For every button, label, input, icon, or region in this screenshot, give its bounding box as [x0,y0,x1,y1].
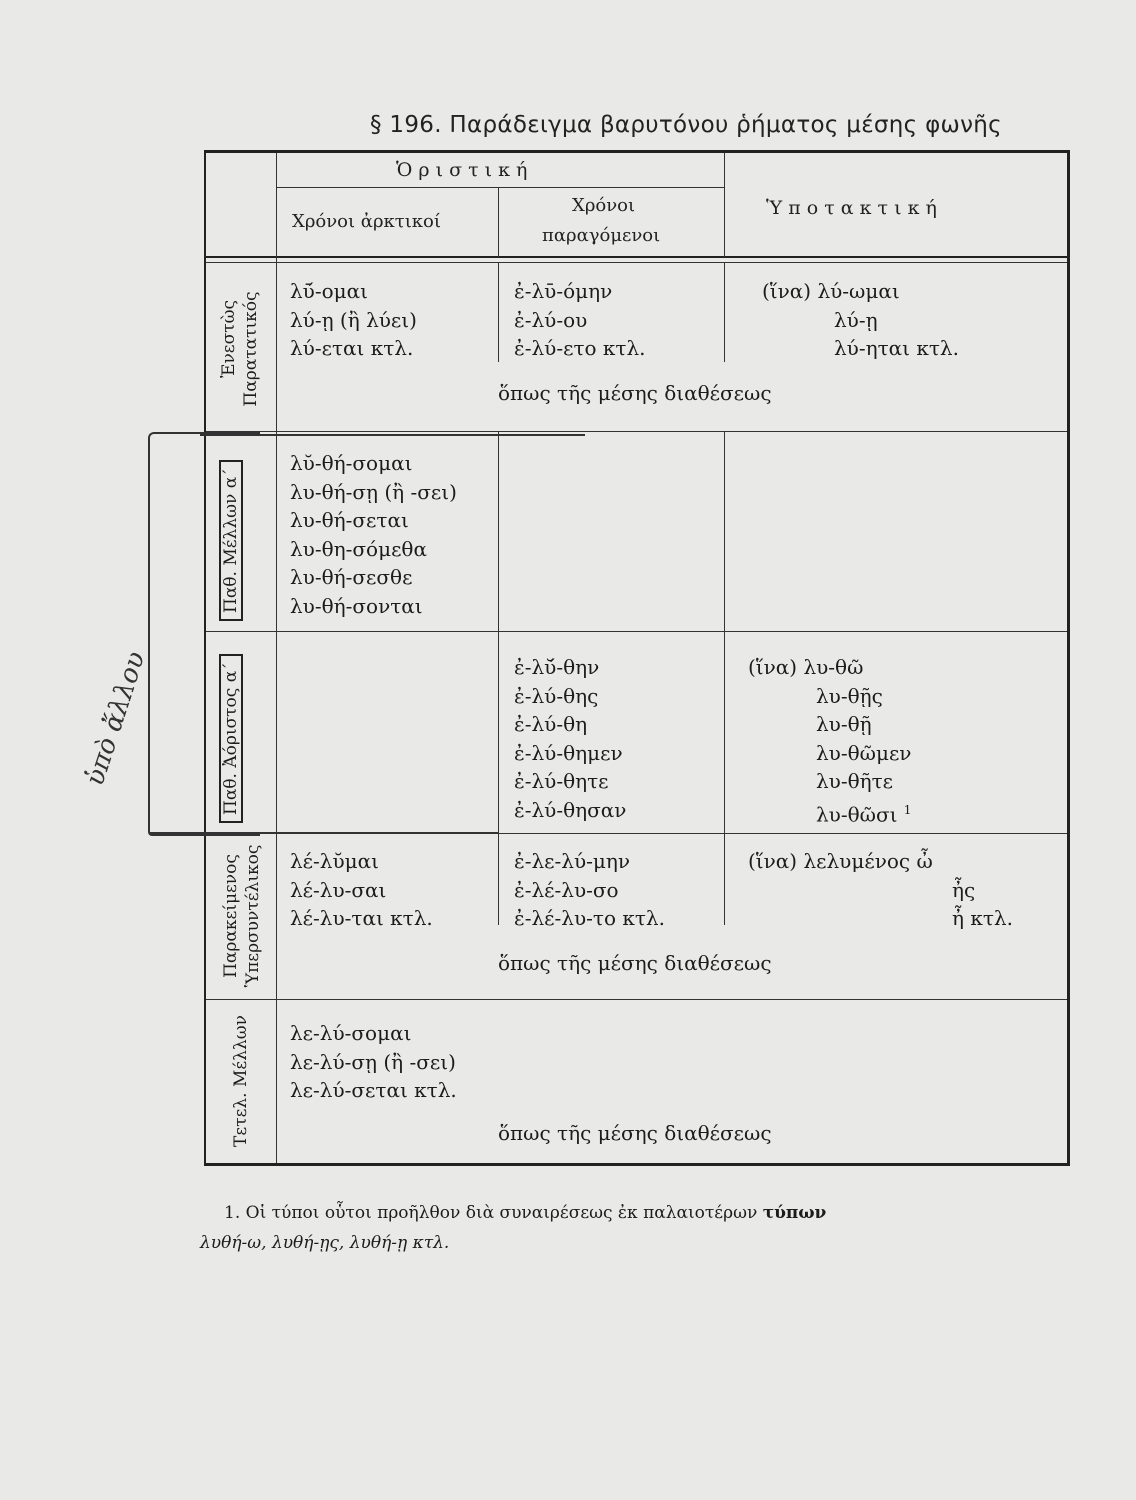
footnote [200,1198,1074,1258]
row3-secondary: ἐ-λῠ́-θην ἐ-λύ-θης ἐ-λύ-θη ἐ-λύ-θημεν ἐ-λύ-θητε ἐ-λύ-θησαν [514,655,627,822]
column-rule-1b [498,262,499,362]
row-label-present: Ἐνεστὼς [219,299,239,379]
handwritten-note: ὑπὸ ἄλλου [80,647,152,790]
handwritten-bracket-top [200,434,585,436]
row-label-pluperfect: Ὑπερσυντέλικος [243,844,263,988]
footnote-text: Οἱ τύποι οὗτοι προῆλθον διὰ συναιρέσεως ἐκ παλαιοτέρων [245,1203,758,1223]
column-rule-2c [724,431,725,833]
row5-note: ὅπως τῆς μέσης διαθέσεως [498,1121,772,1145]
row1-subjunctive: (ἵνα) λύ-ωμαι λύ-ῃ λύ-ηται κτλ. [762,279,959,360]
footnote-italic-line: λυθή-ω, λυθή-ῃς, λυθή-ῃ κτλ. [200,1233,450,1253]
row-divider-4 [206,999,1067,1000]
header-secondary-tenses-1: Χρόνοι [572,195,636,216]
handwritten-bracket-bottom [150,832,498,834]
row5-primary: λε-λύ-σομαι λε-λύ-σῃ (ἢ -σει) λε-λύ-σεται κτλ. [290,1021,457,1102]
row1-note: ὅπως τῆς μέσης διαθέσεως [498,381,772,405]
row4-secondary: ἐ-λε-λύ-μην ἐ-λέ-λυ-σο ἐ-λέ-λυ-το κτλ. [514,849,665,930]
header-indicative: Ὁ ρ ι σ τ ι κ ή [396,159,528,181]
column-rule-2d [724,833,725,925]
conjugation-table [204,150,1070,1166]
footnote-mark: 1 [903,802,912,817]
row3-subjunctive: (ἵνα) λυ-θῶ λυ-θῇς λυ-θῇ λυ-θῶμεν λυ-θῆτε λυ-θῶσι $^1$ [748,655,912,827]
column-rule-2a [724,153,725,257]
row4-subjunctive: (ἵνα) λελυμένος ὦ ἦς ἦ κτλ. [748,849,1013,930]
handwritten-bracket [148,432,260,836]
row-label-passive-future: Παθ. Μέλλων α΄ [220,460,242,621]
row-divider-1 [206,431,1067,432]
row-label-imperfect: Παρατατικός [241,291,261,407]
header-secondary-tenses-2: παραγόμενοι [542,225,661,246]
header-bottom-rule-2 [206,262,1067,263]
column-rule-1c [498,431,499,833]
row4-note: ὅπως τῆς μέσης διαθέσεως [498,951,772,975]
row2-primary: λῠ-θή-σομαι λυ-θή-σῃ (ἢ -σει) λυ-θή-σεται λυ-θη-σόμεθα λυ-θή-σεσθε λυ-θή-σονται [290,451,457,618]
header-subjunctive: Ὑ π ο τ α κ τ ι κ ή [766,197,937,219]
column-rule-2b [724,262,725,362]
page-heading: § 196. Παράδειγμα βαρυτόνου ῥήματος μέσης φωνῆς [370,112,1002,138]
header-bottom-rule [206,256,1067,258]
column-rule-1d [498,833,499,925]
row1-primary: λῡ́-ομαι λύ-ῃ (ἢ λύει) λύ-εται κτλ. [290,279,417,360]
row-label-perfect: Παρακείμενος [221,854,241,978]
row1-secondary: ἐ-λῡ-όμην ἐ-λύ-ου ἐ-λύ-ετο κτλ. [514,279,646,360]
row-label-passive-aorist: Παθ. Ἀόριστος α΄ [220,654,242,823]
row-label-future-perfect: Τετελ. Μέλλων [231,1015,251,1147]
row-divider-2 [206,631,1067,632]
header-primary-tenses: Χρόνοι ἀρκτικοί [292,211,441,232]
header-subdivider [276,187,724,188]
footnote-number: 1. [224,1203,241,1223]
footnote-bold-word: τύπων [762,1203,827,1223]
column-rule-1a [498,187,499,257]
row4-primary: λέ-λῠμαι λέ-λυ-σαι λέ-λυ-ται κτλ. [290,849,433,930]
label-column-rule [276,153,277,1163]
